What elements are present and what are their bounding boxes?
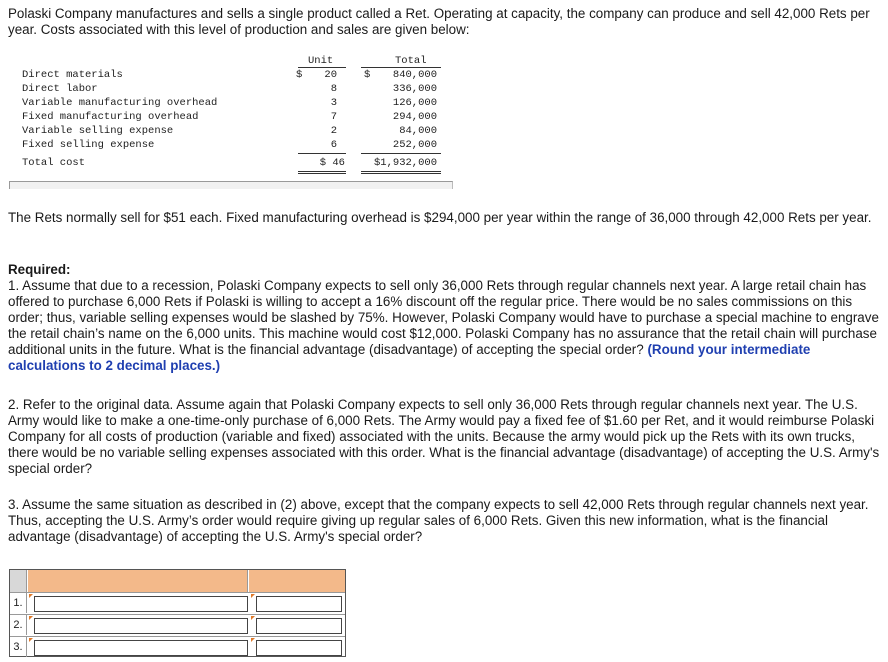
dropdown-marker-icon: [29, 638, 33, 642]
table-scrollbar: [9, 181, 453, 189]
header-underline-total: [361, 67, 441, 68]
dropdown-marker-icon: [251, 638, 255, 642]
answer-label-select[interactable]: [34, 596, 248, 612]
cost-row-unit-sign: $: [296, 69, 303, 81]
cost-row-total: 294,000: [392, 111, 437, 123]
required-title: Required:: [8, 262, 71, 277]
cost-row-total-sign: $: [364, 69, 371, 81]
double-underline-unit: [298, 171, 346, 174]
total-header: Total: [395, 55, 427, 67]
cost-row-unit: 7: [330, 111, 337, 123]
cost-row-total: 840,000: [392, 69, 437, 81]
answer-row-number: 1.: [10, 593, 27, 613]
cost-row: [9, 97, 453, 111]
answer-label-select[interactable]: [34, 640, 248, 656]
cost-row-unit: 8: [330, 83, 337, 95]
total-cost-label: Total cost: [22, 157, 86, 169]
answer-amount-input[interactable]: [256, 618, 342, 634]
dropdown-marker-icon: [251, 594, 255, 598]
header-number-cell: [10, 570, 27, 592]
requirement-1-text: 1. Assume that due to a recession, Polaski Company expects to sell only 36,000 Rets through regular channels next year. A large retail chain has offered to purchase 6,000 Rets if Polaski is willing to accept a 16% discount off the regular price. There would be no sales commissions on this order; thus, variable selling expenses would be slashed by 75%. However, Polaski Company would have to purchase a special machine to engrave the retail chain’s name on the 6,000 units. This machine would cost $12,000. Polaski Company has no assurance that the retail chain will purchase additional units in the future. What is the financial advantage (disadvantage) of accepting the special order?: [8, 278, 879, 357]
header-amount-cell: [249, 570, 345, 592]
answer-amount-input[interactable]: [256, 640, 342, 656]
answer-row: [10, 636, 345, 657]
cost-row-total: 126,000: [392, 97, 437, 109]
requirement-3: 3. Assume the same situation as described in (2) above, except that the company expects to sell 42,000 Rets through regular channels next year. Thus, accepting the U.S. Army’s order would require giving up regular sales of 6,000 Rets. Given this new information, what is the financial advantage (disadvantage) of accepting the U.S. Army's special order?: [8, 497, 869, 544]
cost-row-unit: 20: [324, 69, 337, 81]
cost-table: [9, 53, 453, 189]
unit-header: Unit: [308, 55, 334, 67]
double-underline-total: [361, 171, 441, 174]
dropdown-marker-icon: [251, 616, 255, 620]
cost-row-label: Variable selling expense: [22, 125, 174, 137]
answer-label-select[interactable]: [34, 618, 248, 634]
answer-row: [10, 592, 345, 613]
cost-row-unit: 6: [330, 139, 337, 151]
cost-row-unit: 3: [330, 97, 337, 109]
cost-row-total: 336,000: [392, 83, 437, 95]
answer-row-number: 2.: [10, 615, 27, 635]
cost-row: [9, 83, 453, 97]
total-cost-row: [9, 157, 453, 171]
cost-row-total: 252,000: [392, 139, 437, 151]
rounding-hint: (Round your intermediate calculations to 2 decimal places.): [8, 342, 811, 373]
cost-row-label: Fixed manufacturing overhead: [22, 111, 199, 123]
cost-row-total: 84,000: [399, 125, 437, 137]
sum-line-unit: [298, 153, 346, 154]
cost-row-label: Fixed selling expense: [22, 139, 155, 151]
cost-row: [9, 125, 453, 139]
cost-row-label: Direct materials: [22, 69, 123, 81]
total-cost-total: $1,932,000: [373, 157, 437, 169]
header-underline-unit: [298, 67, 346, 68]
answer-row: [10, 614, 345, 635]
cost-row-unit: 2: [330, 125, 337, 137]
price-paragraph: The Rets normally sell for $51 each. Fixed manufacturing overhead is $294,000 per year within the range of 36,000 through 42,000 Rets per year.: [8, 210, 872, 225]
dropdown-marker-icon: [29, 594, 33, 598]
dropdown-marker-icon: [29, 616, 33, 620]
cost-row: [9, 69, 453, 83]
cost-row: [9, 139, 453, 153]
cost-row-label: Direct labor: [22, 83, 98, 95]
header-label-cell: [28, 570, 248, 592]
answer-amount-input[interactable]: [256, 596, 342, 612]
requirement-2: 2. Refer to the original data. Assume again that Polaski Company expects to sell only 36,000 Rets through regular channels next year. The U.S. Army would like to make a one-time-only purchase of 6,000 Rets. The Army would pay a fixed fee of $1.60 per Ret, and it would reimburse Polaski Company for all costs of production (variable and fixed) associated with the units. Because the army would pick up the Rets with its own trucks, there would be no variable selling expenses associated with this order. What is the financial advantage (disadvantage) of accepting the U.S. Army's special order?: [8, 397, 880, 476]
answer-row-number: 3.: [10, 637, 27, 657]
cost-row-label: Variable manufacturing overhead: [22, 97, 218, 109]
requirement-1: [8, 278, 884, 374]
cost-row: [9, 111, 453, 125]
answer-grid: [9, 569, 346, 657]
answer-grid-header: [10, 570, 345, 592]
intro-paragraph: Polaski Company manufactures and sells a single product called a Ret. Operating at capacity, the company can produce and sell 42,000 Rets per year. Costs associated with this level of production and sales are given below:: [8, 6, 870, 37]
total-cost-unit: $ 46: [319, 157, 345, 169]
sum-line-total: [361, 153, 441, 154]
